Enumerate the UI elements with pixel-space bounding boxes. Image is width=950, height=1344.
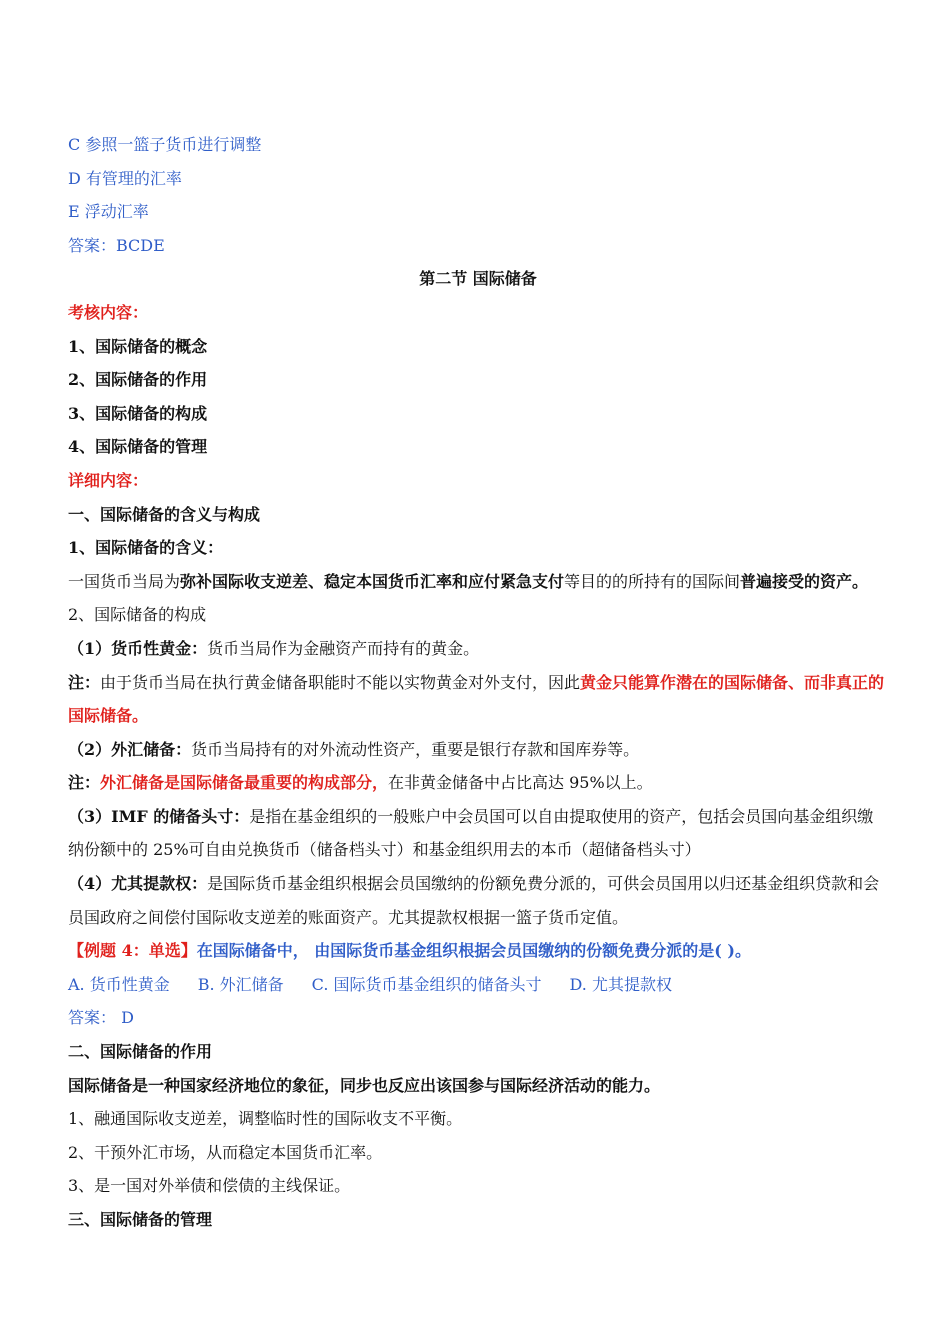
part2-item: 3、是一国对外举债和偿债的主线保证。 [68,1176,351,1196]
fx-label: （2）外汇储备： [68,739,192,759]
part2-item: 2、干预外汇市场，从而稳定本国货币汇率。 [68,1142,383,1162]
part2-lead: 国际储备是一种国家经济地位的象征，同步也反应出该国参与国际经济活动的能力。 [68,1075,661,1095]
imf-text: 是指在基金组织的一般账户中会员国可以自由提取使用的资产，包括会员国向基金组织缴纳份额中的 25%可自由兑换货币（储备档头寸）和基金组织用去的本币（超储备档头寸） [68,806,874,860]
fx-paragraph [68,733,888,767]
document-page [68,128,888,1237]
exam-item: 1、国际储备的概念 [68,336,208,356]
detail-heading: 详细内容： [68,470,149,490]
prev-answer: 答案：BCDE [68,235,165,255]
exam-heading: 考核内容： [68,302,149,322]
note1-highlight: 黄金只能算作潜在的国际储备、而非真正的国际储备。 [68,672,885,726]
imf-paragraph [68,800,888,867]
definition-b: 弥补国际收支逆差、稳定本国货币汇率和应付紧急支付 [180,571,565,591]
exam-item: 2、国际储备的作用 [68,370,208,390]
imf-label: （3）IMF 的储备头寸： [68,806,250,826]
note2-text: 在非黄金储备中占比高达 95%以上。 [388,773,653,793]
sdr-label: （4）尤其提款权： [68,874,208,894]
part2-item: 1、融通国际收支逆差，调整临时性的国际收支不平衡。 [68,1109,463,1129]
example-option-a: A. 货币性黄金 [68,974,170,994]
sdr-text: 是国际货币基金组织根据会员国缴纳的份额免费分派的，可供会员国用以归还基金组织贷款和会员国政府之间偿付国际收支逆差的账面资产。尤其提款权根据一篮子货币定值。 [68,874,880,927]
definition-title: 1、国际储备的含义： [68,538,224,558]
example-option-d: D. 尤其提款权 [569,974,672,994]
part1-title: 一、国际储备的含义与构成 [68,504,261,524]
example-tag: 【例题 4：单选】 [68,941,197,961]
note1-text: 由于货币当局在执行黄金储备职能时不能以实物黄金对外支付，因此 [100,672,581,692]
note1-paragraph [68,666,888,733]
example-option-b: B. 外汇储备 [197,974,284,994]
example-option-c: C. 国际货币基金组织的储备头寸 [311,974,542,994]
gold-text: 货币当局作为金融资产而持有的黄金。 [207,638,480,658]
option-d: D 有管理的汇率 [68,168,182,188]
exam-item: 4、国际储备的管理 [68,437,208,457]
example-options [68,968,888,1002]
part3-title: 三、国际储备的管理 [68,1210,213,1229]
definition-a: 一国货币当局为 [68,571,181,591]
section-title: 第二节 国际储备 [419,269,537,289]
example-question [68,934,888,968]
option-c: C 参照一篮子货币进行调整 [68,135,262,154]
note1-label: 注： [68,672,101,692]
gold-label: （1）货币性黄金： [68,638,208,658]
definition-c: 等目的的所持有的国际间 [564,571,741,591]
composition-title: 2、国际储备的构成 [68,605,207,625]
note2-highlight: 外汇储备是国际储备最重要的构成部分， [100,773,389,793]
option-e: E 浮动汇率 [68,202,149,222]
sdr-paragraph [68,867,888,934]
definition-d: 普遍接受的资产。 [740,571,869,591]
fx-text: 货币当局持有的对外流动性资产，重要是银行存款和国库券等。 [191,739,640,759]
example-answer: 答案： D [68,1008,134,1028]
example-text: 在国际储备中， 由国际货币基金组织根据会员国缴纳的份额免费分派的是( )。 [196,941,752,961]
note2-paragraph [68,766,888,800]
definition-paragraph [68,565,888,599]
gold-paragraph [68,632,888,666]
part2-title: 二、国际储备的作用 [68,1042,213,1062]
exam-item: 3、国际储备的构成 [68,403,208,423]
note2-label: 注： [68,773,101,793]
